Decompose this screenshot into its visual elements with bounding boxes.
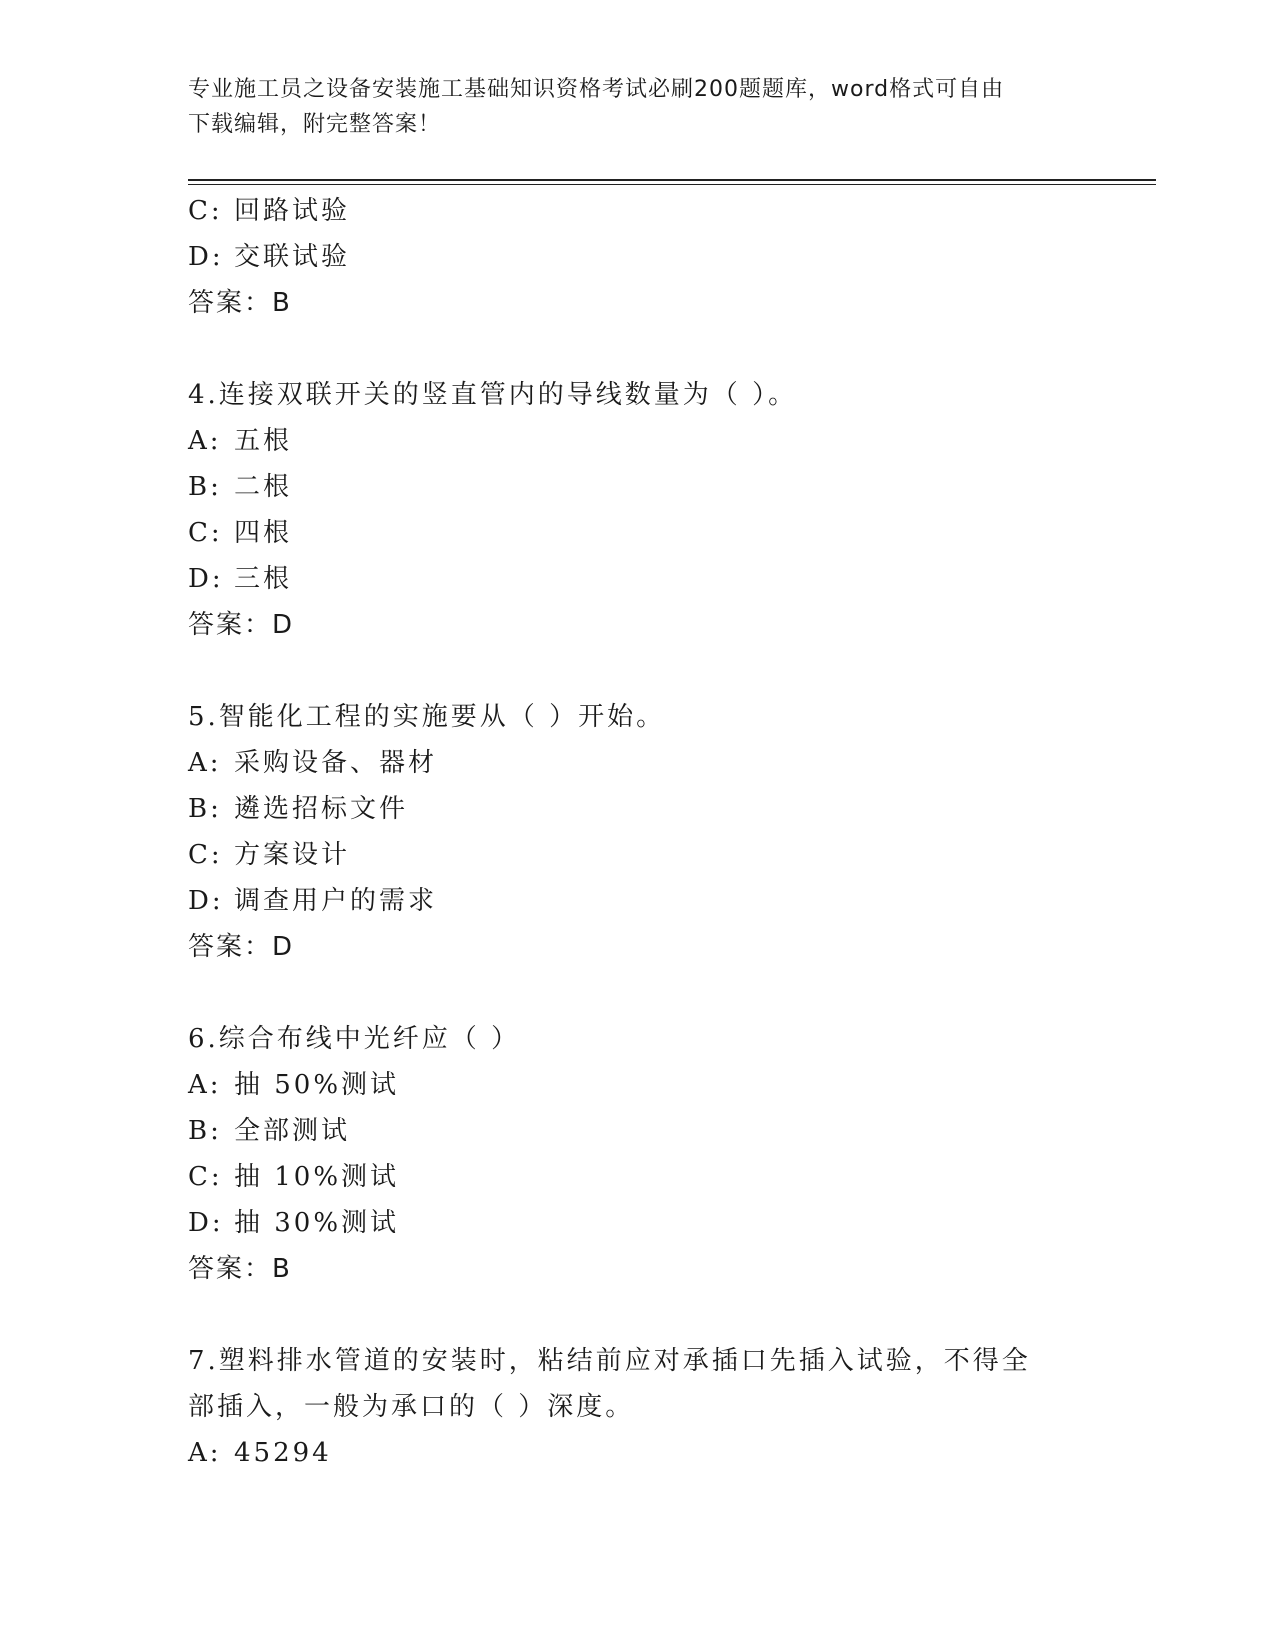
option-text: 方案设计 bbox=[234, 840, 351, 870]
option-d bbox=[188, 556, 1088, 602]
option-letter: B: bbox=[188, 1116, 222, 1146]
answer-line: 答案：D bbox=[188, 932, 295, 962]
option-letter: A: bbox=[188, 1070, 222, 1100]
option-letter: B: bbox=[188, 472, 222, 502]
header-divider-thick bbox=[188, 179, 1156, 181]
option-text: 抽 10%测试 bbox=[234, 1162, 400, 1192]
option-text: 五根 bbox=[234, 426, 293, 456]
spacer bbox=[188, 648, 1088, 694]
option-text: 调查用户的需求 bbox=[234, 886, 438, 916]
answer-line: 答案：D bbox=[188, 610, 295, 640]
option-text: 遴选招标文件 bbox=[234, 794, 409, 824]
option-letter: D: bbox=[188, 242, 224, 272]
option-text: 全部测试 bbox=[234, 1116, 351, 1146]
option-c bbox=[188, 1154, 1088, 1200]
option-text: 交联试验 bbox=[234, 242, 351, 272]
document-header bbox=[188, 72, 1088, 142]
option-letter: D: bbox=[188, 564, 224, 594]
option-text: 二根 bbox=[234, 472, 293, 502]
option-d bbox=[188, 878, 1088, 924]
option-text: 三根 bbox=[234, 564, 293, 594]
option-b bbox=[188, 464, 1088, 510]
option-a bbox=[188, 1430, 1088, 1476]
option-d bbox=[188, 234, 1088, 280]
spacer bbox=[188, 970, 1088, 1016]
answer-line: 答案：B bbox=[188, 288, 292, 318]
option-c bbox=[188, 510, 1088, 556]
option-letter: C: bbox=[188, 840, 223, 870]
option-text: 采购设备、器材 bbox=[234, 748, 438, 778]
option-letter: C: bbox=[188, 196, 223, 226]
question-stem: 5.智能化工程的实施要从（ ）开始。 bbox=[188, 702, 666, 732]
option-letter: C: bbox=[188, 518, 223, 548]
option-a bbox=[188, 740, 1088, 786]
header-line-2: 下载编辑，附完整答案！ bbox=[188, 112, 442, 137]
option-text: 45294 bbox=[234, 1438, 332, 1468]
option-letter: D: bbox=[188, 1208, 224, 1238]
header-line-1: 专业施工员之设备安装施工基础知识资格考试必刷200题题库，word格式可自由 bbox=[188, 77, 1005, 102]
option-c bbox=[188, 188, 1088, 234]
option-b bbox=[188, 1108, 1088, 1154]
option-letter: A: bbox=[188, 426, 222, 456]
option-letter: D: bbox=[188, 886, 224, 916]
option-b bbox=[188, 786, 1088, 832]
header-divider-thin bbox=[188, 184, 1156, 185]
option-text: 抽 30%测试 bbox=[234, 1208, 400, 1238]
question-stem: 7.塑料排水管道的安装时，粘结前应对承插口先插入试验，不得全部插入，一般为承口的（ ）深度。 bbox=[188, 1346, 1031, 1422]
question-stem: 4.连接双联开关的竖直管内的导线数量为（ ）。 bbox=[188, 380, 798, 410]
answer-line: 答案：B bbox=[188, 1254, 292, 1284]
option-text: 抽 50%测试 bbox=[234, 1070, 400, 1100]
option-a bbox=[188, 1062, 1088, 1108]
option-letter: C: bbox=[188, 1162, 223, 1192]
spacer bbox=[188, 326, 1088, 372]
option-text: 回路试验 bbox=[234, 196, 351, 226]
option-c bbox=[188, 832, 1088, 878]
option-letter: A: bbox=[188, 748, 222, 778]
question-list bbox=[188, 188, 1088, 1476]
spacer bbox=[188, 1292, 1088, 1338]
option-text: 四根 bbox=[234, 518, 293, 548]
option-letter: B: bbox=[188, 794, 222, 824]
option-a bbox=[188, 418, 1088, 464]
option-d bbox=[188, 1200, 1088, 1246]
option-letter: A: bbox=[188, 1438, 222, 1468]
question-stem: 6.综合布线中光纤应（ ） bbox=[188, 1024, 521, 1054]
